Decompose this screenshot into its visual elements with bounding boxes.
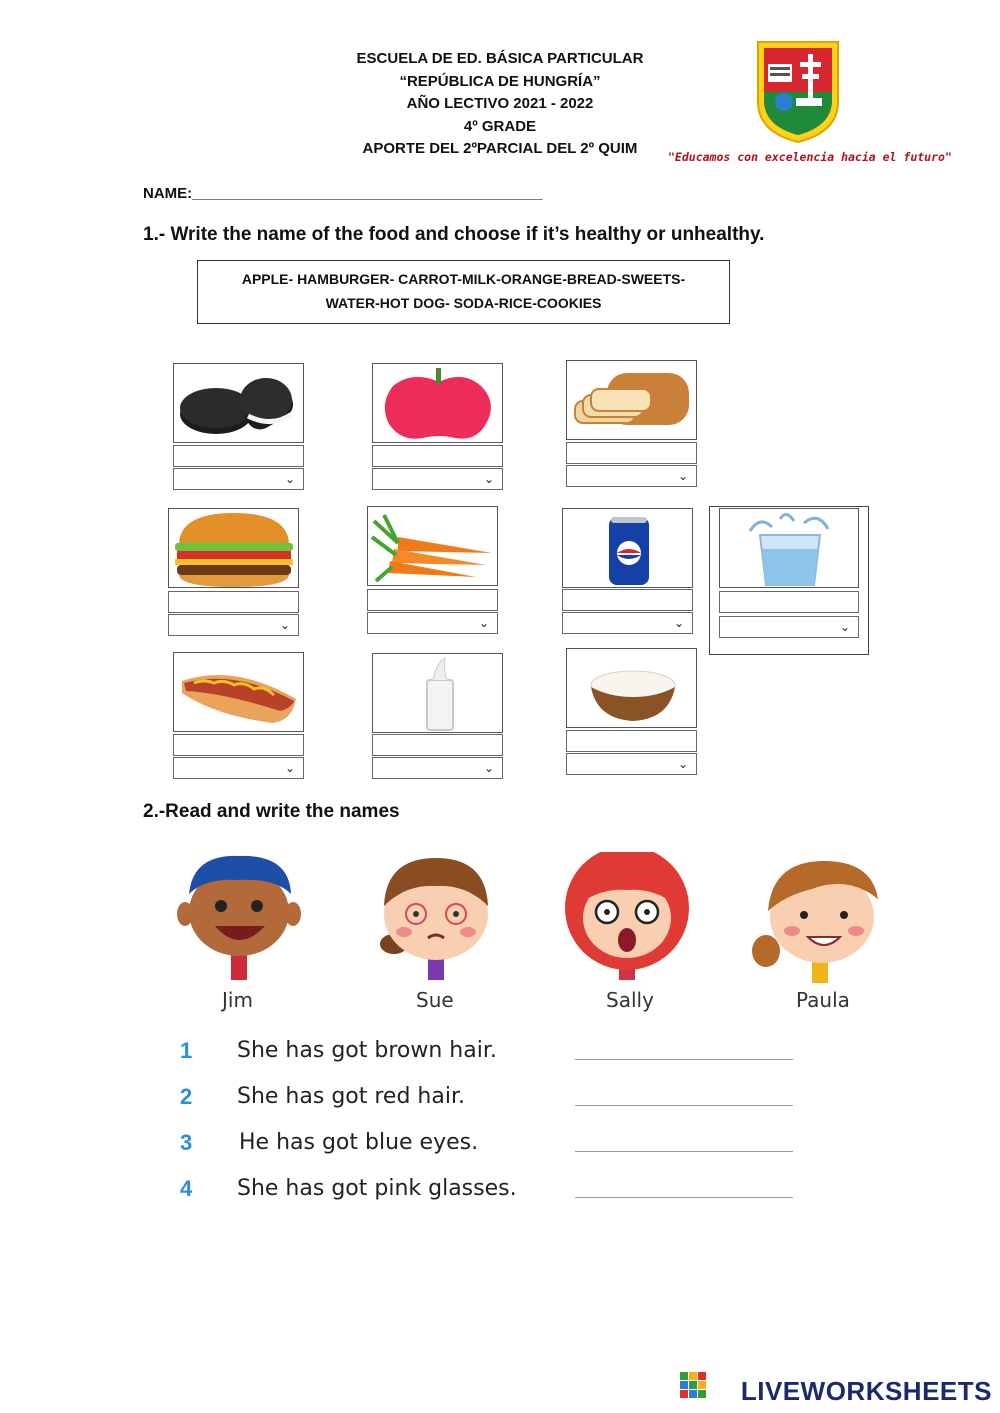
hamburger-picture (168, 508, 299, 588)
sentence-number: 4 (180, 1176, 193, 1201)
kid-name-sue: Sue (416, 988, 454, 1012)
chevron-down-icon: ⌄ (677, 469, 688, 483)
chevron-down-icon: ⌄ (284, 761, 295, 775)
chevron-down-icon: ⌄ (478, 616, 489, 630)
food-name-input-bread[interactable] (566, 442, 697, 464)
question-1-title: 1.- Write the name of the food and choose if it’s healthy or unhealthy. (143, 224, 765, 245)
word-bank-line-1: APPLE- HAMBURGER- CARROT-MILK-ORANGE-BREAD-SWEETS- (241, 271, 686, 287)
sentence-number: 1 (180, 1038, 193, 1063)
chevron-down-icon: ⌄ (673, 616, 684, 630)
healthy-select-carrot[interactable] (367, 612, 498, 634)
water-glass-picture (719, 508, 859, 588)
healthy-select-milk[interactable] (372, 757, 503, 779)
name-field-label: NAME:__________________________________________ (143, 185, 543, 202)
question-2-title: 2.-Read and write the names (143, 801, 400, 822)
answer-line-4[interactable] (575, 1197, 793, 1198)
cookies-picture (173, 363, 304, 443)
sentence-text: She has got pink glasses. (237, 1176, 517, 1201)
header-line-school: ESCUELA DE ED. BÁSICA PARTICULAR (356, 50, 644, 67)
liveworksheets-brand: LIVEWORKSHEETS (740, 1376, 992, 1406)
soda-can-picture (562, 508, 693, 588)
hot-dog-picture (173, 652, 304, 732)
school-header (300, 48, 700, 161)
chevron-down-icon: ⌄ (483, 761, 494, 775)
food-name-input-hot-dog[interactable] (173, 734, 304, 756)
kid-name-paula: Paula (796, 988, 850, 1012)
food-name-input-hamburger[interactable] (168, 591, 299, 613)
rice-bowl-picture (566, 648, 697, 728)
food-name-input-carrot[interactable] (367, 589, 498, 611)
chevron-down-icon: ⌄ (284, 472, 295, 486)
answer-line-3[interactable] (575, 1151, 793, 1152)
header-line-year: AÑO LECTIVO 2021 - 2022 (406, 95, 594, 112)
sentence-text: She has got brown hair. (237, 1038, 497, 1063)
bread-picture (566, 360, 697, 440)
header-line-exam: APORTE DEL 2ºPARCIAL DEL 2º QUIM (362, 140, 638, 157)
food-name-input-cookies[interactable] (173, 445, 304, 467)
food-name-input-apple[interactable] (372, 445, 503, 467)
liveworksheets-logo-icon (680, 1372, 708, 1403)
sentence-text: He has got blue eyes. (239, 1130, 479, 1155)
sentence-number: 3 (180, 1130, 193, 1155)
sue-face-icon (372, 852, 502, 982)
chevron-down-icon: ⌄ (677, 757, 688, 771)
food-name-input-soda[interactable] (562, 589, 693, 611)
school-crest-icon (756, 40, 840, 144)
word-bank-line-2: WATER-HOT DOG- SODA-RICE-COOKIES (325, 295, 602, 311)
header-line-name: “REPÚBLICA DE HUNGRÍA” (399, 72, 601, 90)
chevron-down-icon: ⌄ (839, 620, 850, 634)
kid-name-jim: Jim (222, 988, 253, 1012)
food-name-input-milk[interactable] (372, 734, 503, 756)
healthy-select-soda[interactable] (562, 612, 693, 634)
carrot-picture (367, 506, 498, 586)
healthy-select-cookies[interactable] (173, 468, 304, 490)
healthy-select-hot-dog[interactable] (173, 757, 304, 779)
answer-line-1[interactable] (575, 1059, 793, 1060)
milk-glass-picture (372, 653, 503, 733)
sentence-number: 2 (180, 1084, 193, 1109)
sally-face-icon (563, 852, 693, 982)
chevron-down-icon: ⌄ (483, 472, 494, 486)
paula-face-icon (752, 855, 884, 985)
healthy-select-apple[interactable] (372, 468, 503, 490)
sentence-text: She has got red hair. (237, 1084, 465, 1109)
healthy-select-water[interactable] (719, 616, 859, 638)
healthy-select-bread[interactable] (566, 465, 697, 487)
healthy-select-rice[interactable] (566, 753, 697, 775)
word-bank (197, 260, 730, 324)
food-name-input-rice[interactable] (566, 730, 697, 752)
chevron-down-icon: ⌄ (279, 618, 290, 632)
food-name-input-water[interactable] (719, 591, 859, 613)
jim-face-icon (175, 850, 305, 982)
kid-name-sally: Sally (606, 988, 654, 1012)
school-motto: "Educamos con excelencia hacia el futuro" (668, 150, 952, 164)
apple-picture (372, 363, 503, 443)
answer-line-2[interactable] (575, 1105, 793, 1106)
healthy-select-hamburger[interactable] (168, 614, 299, 636)
header-line-grade: 4º GRADE (463, 117, 537, 135)
